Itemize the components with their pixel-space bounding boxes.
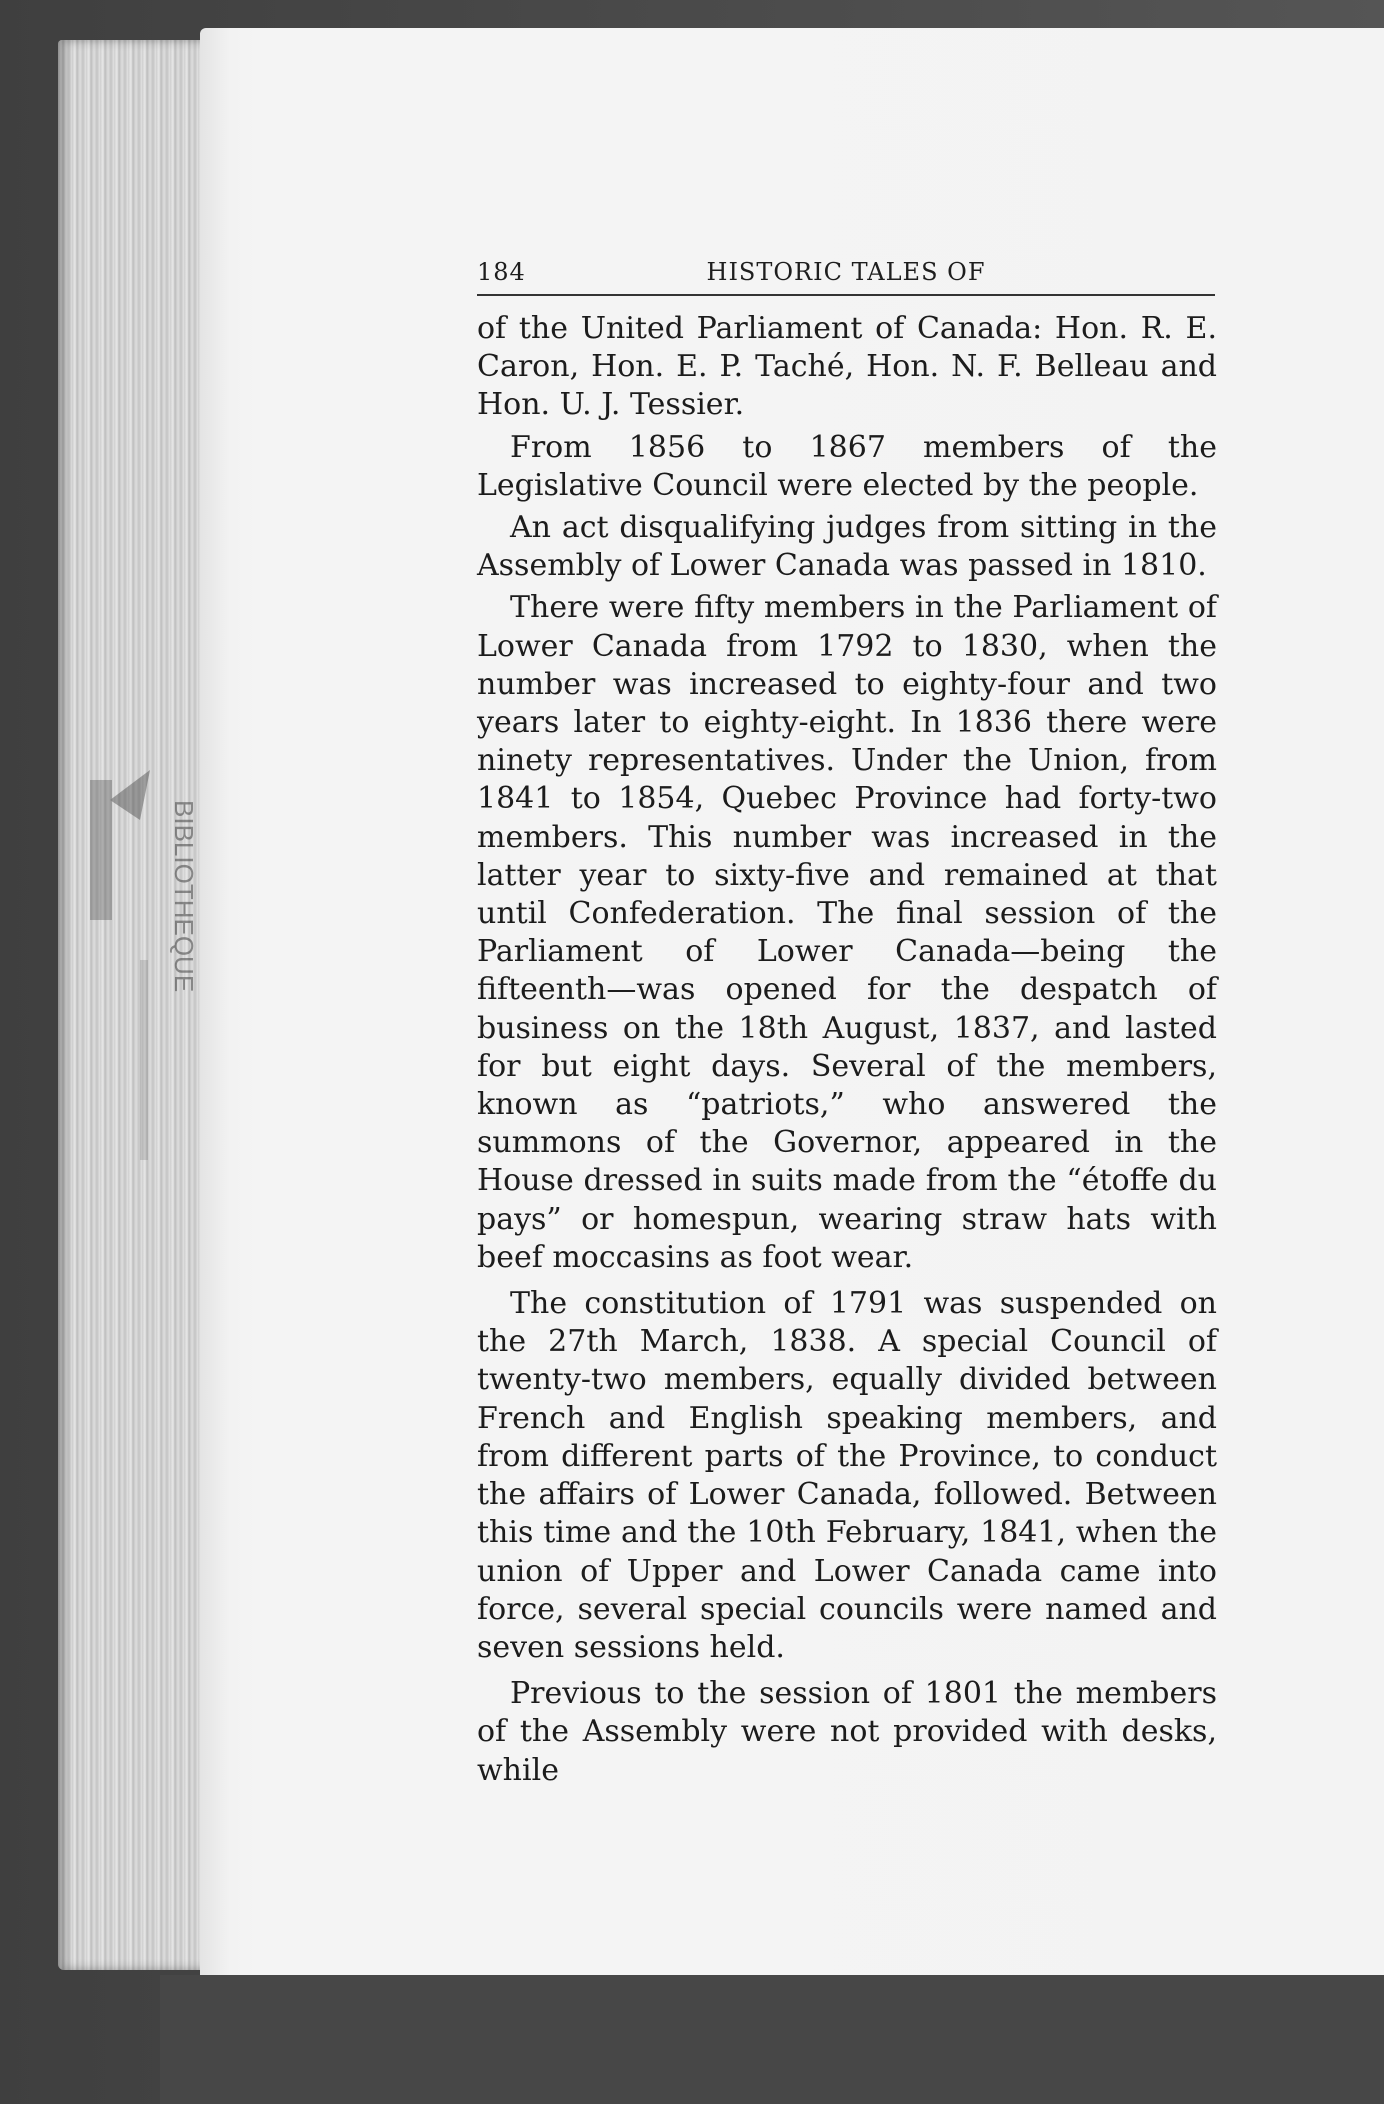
paragraph: Previous to the session of 1801 the members of the Assembly were not provided with desks, while — [477, 1676, 1217, 1788]
paragraph: of the United Parliament of Canada: Hon. R. E. Caron, Hon. E. P. Taché, Hon. N. F. Belleau and Hon. U. J. Tessier. — [477, 311, 1217, 423]
scanner-background-bottom — [160, 1975, 1384, 2104]
paragraph: The constitution of 1791 was suspended on the 27th March, 1838. A special Council of twenty-two members, equally divided between French and English speaking members, and from different parts of the Province, to conduct the affairs of Lower Canada, followed. Between this time and the 10th February, 1841, when the union of Upper and Lower Canada came into force, several special councils were named and seven sessions held. — [477, 1286, 1217, 1665]
page-body — [477, 310, 1217, 1794]
paragraph: An act disqualifying judges from sitting in the Assembly of Lower Canada was passed in 1810. — [477, 510, 1217, 584]
paragraph: There were fifty members in the Parliament of Lower Canada from 1792 to 1830, when the number was increased to eighty-four and two years later to eighty-eight. In 1836 there were ninety representatives. Under the Union, from 1841 to 1854, Quebec Province had forty-two members. This number was increased in the latter year to sixty-five and remained at that until Confederation. The final session of the Parliament of Lower Canada—being the fifteenth—was opened for the despatch of business on the 18th August, 1837, and lasted for but eight days. Several of the members, known as “patriots,” who answered the summons of the Governor, appeared in the House dressed in suits made from the “étoffe du pays” or homespun, wearing straw hats with beef moccasins as foot wear. — [477, 590, 1217, 1275]
library-stamp — [80, 760, 220, 1200]
running-head: HISTORIC TALES OF — [706, 258, 986, 286]
page-number: 184 — [477, 258, 526, 286]
stamp-text: BIBLIOTHEQUE — [169, 800, 199, 993]
page-header — [477, 254, 1215, 296]
paragraph: From 1856 to 1867 members of the Legislative Council were elected by the people. — [477, 429, 1217, 503]
